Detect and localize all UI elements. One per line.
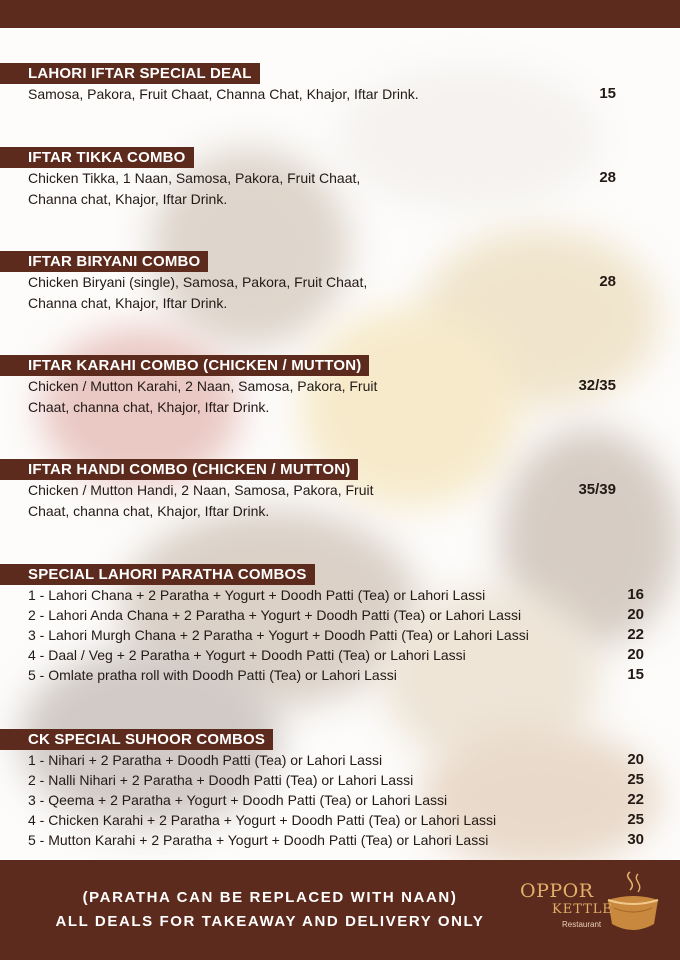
top-bar	[0, 0, 680, 28]
section-title: IFTAR HANDI COMBO (CHICKEN / MUTTON)	[0, 459, 358, 480]
section-price: 32/35	[578, 377, 616, 394]
item-price: 30	[627, 831, 644, 848]
section-iftar-biryani-combo	[0, 251, 680, 311]
list-item	[28, 665, 644, 685]
footer-note-naan: (PARATHA CAN BE REPLACED WITH NAAN)	[82, 889, 458, 906]
list-item	[28, 790, 644, 810]
item-text: 4 - Chicken Karahi + 2 Paratha + Yogurt + Doodh Patti (Tea) or Lahori Lassi	[28, 812, 497, 828]
list-item	[28, 810, 644, 830]
section-title: LAHORI IFTAR SPECIAL DEAL	[0, 63, 260, 84]
logo-kettle-text: KETTLE	[552, 902, 613, 917]
item-text: 4 - Daal / Veg + 2 Paratha + Yogurt + Doodh Patti (Tea) or Lahori Lassi	[28, 647, 466, 663]
item-text: 1 - Lahori Chana + 2 Paratha + Yogurt + Doodh Patti (Tea) or Lahori Lassi	[28, 587, 486, 603]
section-ck-suhoor-combos	[0, 729, 680, 859]
list-item	[28, 770, 644, 790]
list-item	[28, 585, 644, 605]
section-iftar-tikka-combo	[0, 147, 680, 207]
copper-kettle-logo	[516, 868, 666, 948]
list-item	[28, 625, 644, 645]
section-lahori-paratha-combos	[0, 564, 680, 694]
item-text: 2 - Lahori Anda Chana + 2 Paratha + Yogurt + Doodh Patti (Tea) or Lahori Lassi	[28, 607, 522, 623]
section-title: SPECIAL LAHORI PARATHA COMBOS	[0, 564, 315, 585]
item-text: 2 - Nalli Nihari + 2 Paratha + Doodh Patti (Tea) or Lahori Lassi	[28, 772, 414, 788]
section-iftar-handi-combo	[0, 459, 680, 519]
section-lahori-iftar-special	[0, 63, 680, 102]
item-price: 20	[627, 646, 644, 663]
section-iftar-karahi-combo	[0, 355, 680, 415]
logo-copper-text: OPPOR	[520, 880, 594, 902]
section-title: IFTAR KARAHI COMBO (CHICKEN / MUTTON)	[0, 355, 369, 376]
list-item	[28, 750, 644, 770]
list-item	[28, 605, 644, 625]
section-title: IFTAR BIRYANI COMBO	[0, 251, 208, 272]
section-description: Chicken / Mutton Handi, 2 Naan, Samosa, Pakora, Fruit Chaat, channa chat, Khajor, Iftar Drink.	[28, 482, 374, 519]
section-title: CK SPECIAL SUHOOR COMBOS	[0, 729, 273, 750]
item-price: 16	[627, 586, 644, 603]
item-price: 22	[627, 626, 644, 643]
item-price: 22	[627, 791, 644, 808]
section-description: Chicken Biryani (single), Samosa, Pakora, Fruit Chaat, Channa chat, Khajor, Iftar Drink.	[28, 274, 368, 311]
item-text: 3 - Qeema + 2 Paratha + Yogurt + Doodh Patti (Tea) or Lahori Lassi	[28, 792, 448, 808]
item-price: 25	[627, 811, 644, 828]
section-title: IFTAR TIKKA COMBO	[0, 147, 194, 168]
list-item	[28, 830, 644, 850]
section-price: 28	[599, 273, 616, 290]
list-item	[28, 645, 644, 665]
section-price: 15	[599, 85, 616, 102]
section-price: 35/39	[578, 481, 616, 498]
logo-restaurant-text: Restaurant	[562, 920, 602, 929]
item-text: 3 - Lahori Murgh Chana + 2 Paratha + Yogurt + Doodh Patti (Tea) or Lahori Lassi	[28, 627, 529, 643]
item-price: 25	[627, 771, 644, 788]
section-description: Samosa, Pakora, Fruit Chaat, Channa Chat, Khajor, Iftar Drink.	[28, 86, 419, 102]
section-price: 28	[599, 169, 616, 186]
item-text: 5 - Omlate pratha roll with Doodh Patti (Tea) or Lahori Lassi	[28, 667, 397, 683]
section-description: Chicken / Mutton Karahi, 2 Naan, Samosa, Pakora, Fruit Chaat, channa chat, Khajor, Iftar Drink.	[28, 378, 378, 415]
footer-note-takeaway: ALL DEALS FOR TAKEAWAY AND DELIVERY ONLY	[55, 913, 485, 930]
item-text: 1 - Nihari + 2 Paratha + Doodh Patti (Tea) or Lahori Lassi	[28, 752, 383, 768]
section-description: Chicken Tikka, 1 Naan, Samosa, Pakora, Fruit Chaat, Channa chat, Khajor, Iftar Drink.	[28, 170, 361, 207]
item-price: 20	[627, 751, 644, 768]
item-text: 5 - Mutton Karahi + 2 Paratha + Yogurt + Doodh Patti (Tea) or Lahori Lassi	[28, 832, 489, 848]
item-price: 15	[627, 666, 644, 683]
item-price: 20	[627, 606, 644, 623]
